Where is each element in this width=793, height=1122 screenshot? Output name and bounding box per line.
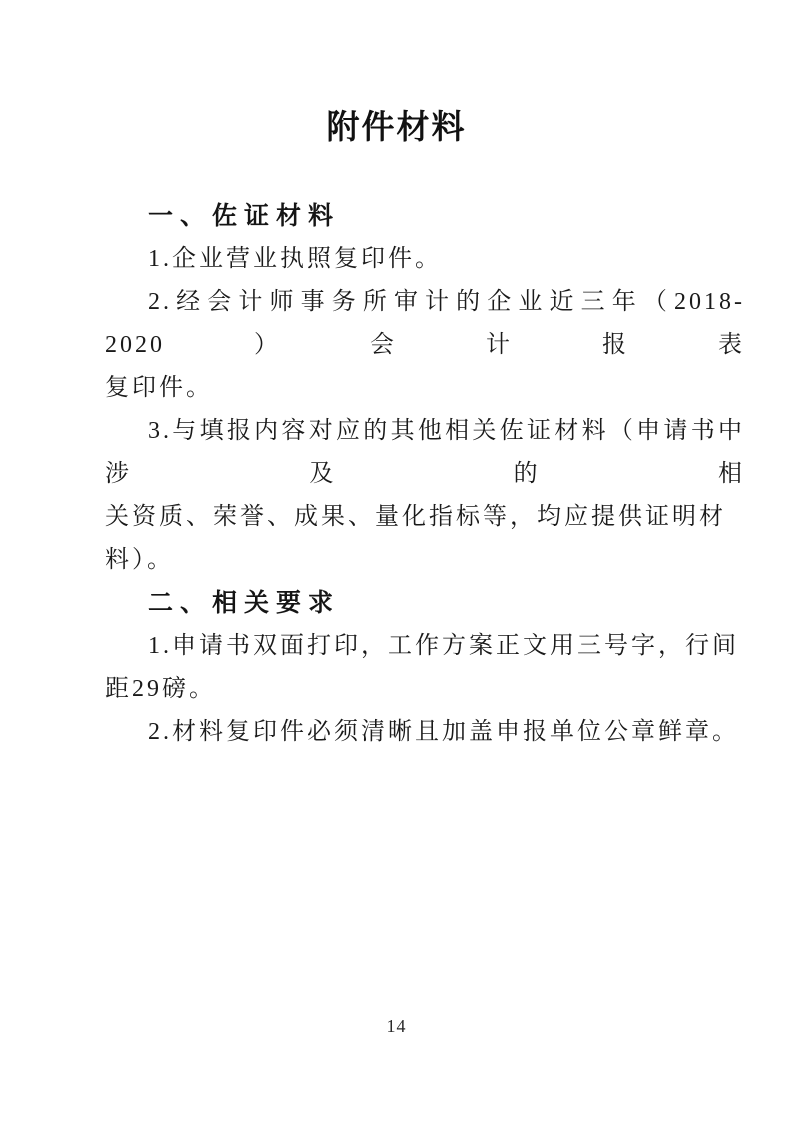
paragraph <box>105 238 745 281</box>
paragraph <box>105 281 745 410</box>
paragraph-line: 关资质、荣誉、成果、量化指标等，均应提供证明材料）。 <box>105 504 726 573</box>
section-heading-related-requirements: 二、相关要求 <box>148 589 341 617</box>
paragraph-line: 1.企业营业执照复印件。 <box>148 246 442 272</box>
section-heading-supporting-materials: 一、佐证材料 <box>148 202 341 230</box>
paragraph-line: 2.材料复印件必须清晰且加盖申报单位公章鲜章。 <box>148 719 739 745</box>
paragraph-line: 复印件。 <box>105 375 213 401</box>
paragraph-line: 3.与填报内容对应的其他相关佐证材料（申请书中涉及的相 <box>105 418 745 487</box>
paragraph <box>105 711 745 754</box>
paragraph <box>105 625 745 711</box>
paragraph <box>105 410 745 582</box>
page-number: 14 <box>386 1016 407 1036</box>
document-body <box>105 195 745 754</box>
paragraph-line: 2.经会计师事务所审计的企业近三年（2018-2020）会计报表 <box>105 289 745 358</box>
page-title: 附件材料 <box>326 110 467 146</box>
paragraph-line: 1.申请书双面打印，工作方案正文用三号字，行间距29磅。 <box>105 633 739 702</box>
